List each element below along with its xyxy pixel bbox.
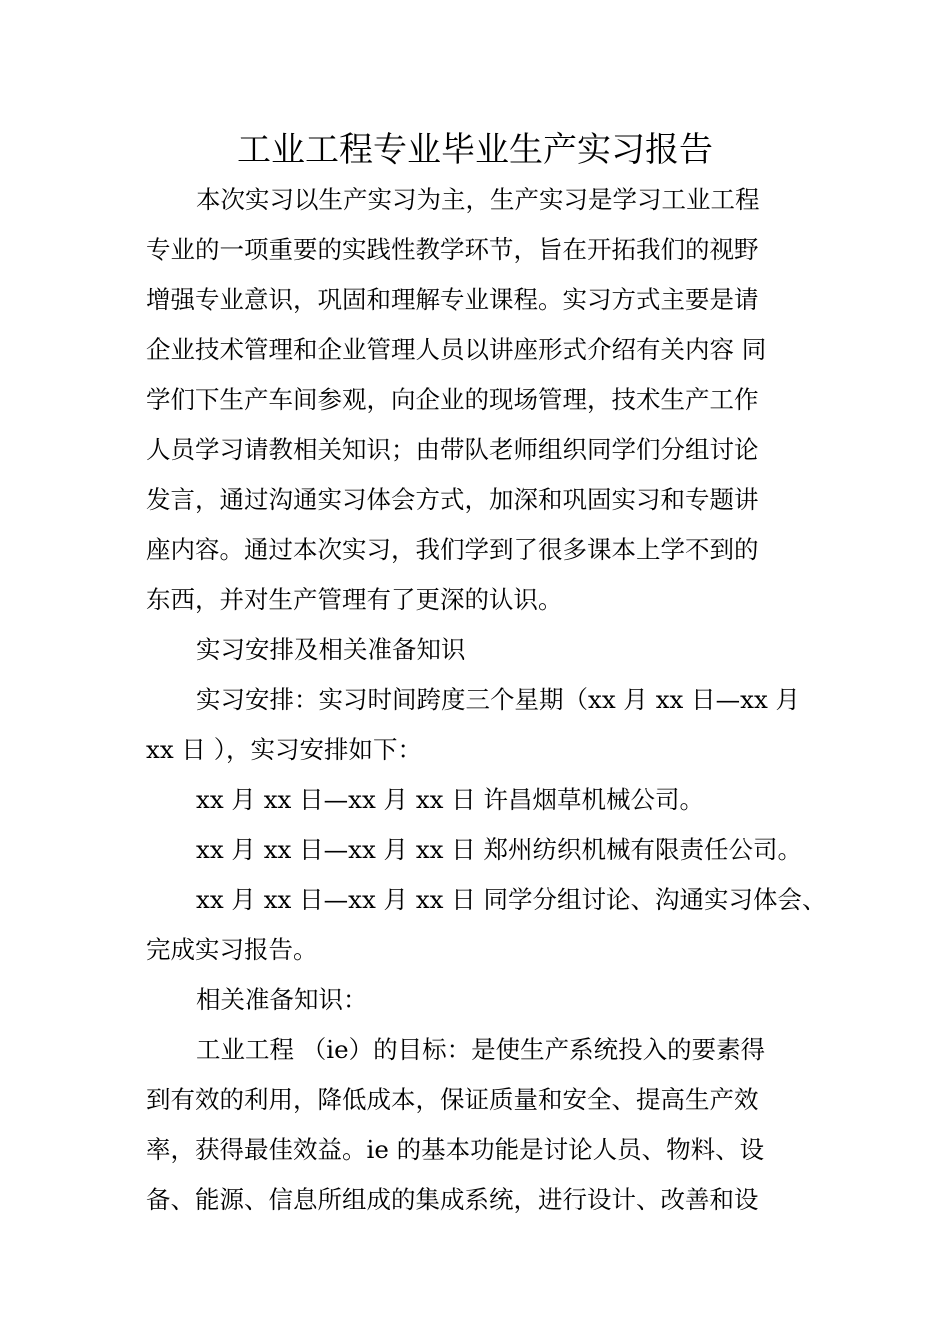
text-line: 工业工程 （ie）的目标：是使生产系统投入的要素得	[196, 1035, 766, 1064]
text-line: 座内容。通过本次实习，我们学到了很多课本上学不到的	[146, 535, 759, 564]
schedule-item: xx 月 xx 日—xx 月 xx 日 许昌烟草机械公司。	[196, 785, 705, 814]
text-line: 东西，并对生产管理有了更深的认识。	[146, 585, 563, 614]
schedule-item: xx 月 xx 日—xx 月 xx 日 同学分组讨论、沟通实习体会、	[196, 885, 827, 914]
text-line: 到有效的利用，降低成本，保证质量和安全、提高生产效	[146, 1085, 759, 1114]
text-line: 学们下生产车间参观，向企业的现场管理，技术生产工作	[146, 385, 759, 414]
text-line: 发言，通过沟通实习体会方式，加深和巩固实习和专题讲	[146, 485, 759, 514]
text-line: 增强专业意识，巩固和理解专业课程。实习方式主要是请	[146, 285, 759, 314]
schedule-item: xx 月 xx 日—xx 月 xx 日 郑州纺织机械有限责任公司。	[196, 835, 803, 864]
section-heading: 实习安排及相关准备知识	[196, 635, 466, 664]
text-line: 完成实习报告。	[146, 935, 318, 964]
text-line: 备、能源、信息所组成的集成系统，进行设计、改善和设	[146, 1185, 759, 1214]
text-line: 人员学习请教相关知识；由带队老师组织同学们分组讨论	[146, 435, 759, 464]
text-line: 实习安排：实习时间跨度三个星期（xx 月 xx 日—xx 月	[196, 685, 801, 714]
document-title: 工业工程专业毕业生产实习报告	[237, 130, 713, 170]
text-line: 本次实习以生产实习为主，生产实习是学习工业工程	[196, 185, 760, 214]
text-line: 率，获得最佳效益。ie 的基本功能是讨论人员、物料、设	[146, 1135, 765, 1164]
text-line: xx 日 ），实习安排如下：	[146, 735, 422, 764]
section-heading: 相关准备知识：	[196, 985, 368, 1014]
text-line: 专业的一项重要的实践性教学环节，旨在开拓我们的视野	[146, 235, 759, 264]
text-line: 企业技术管理和企业管理人员以讲座形式介绍有关内容 同	[146, 335, 767, 364]
